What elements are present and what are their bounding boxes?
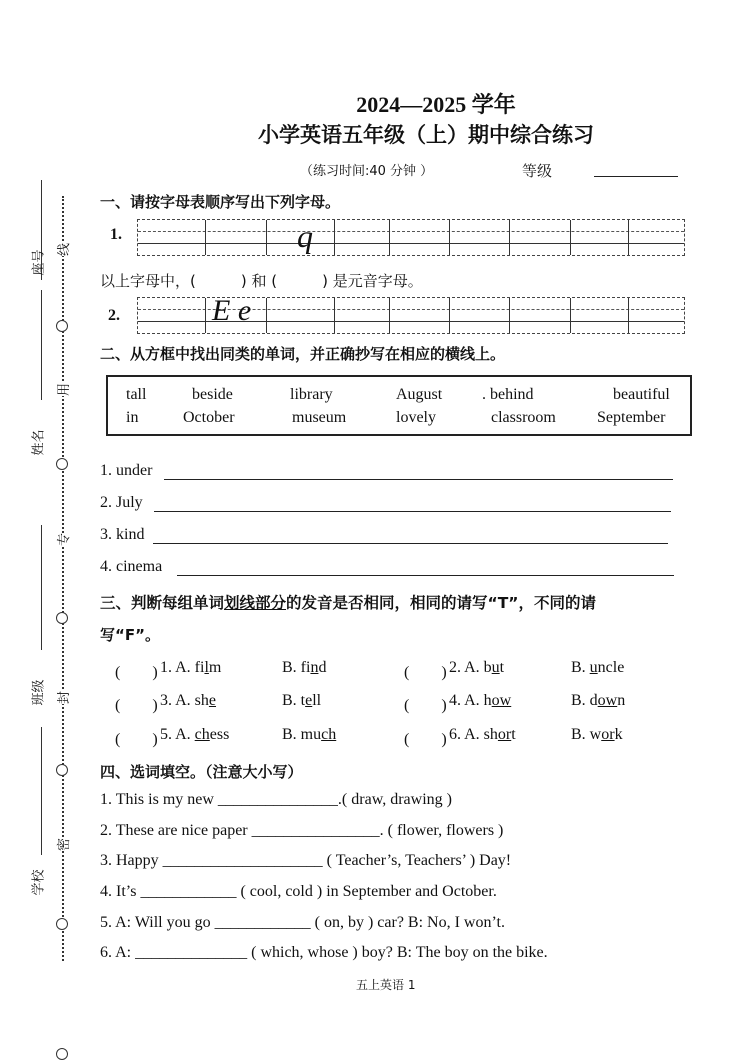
section1-heading: 一、请按字母表顺序写出下列字母。: [100, 193, 341, 211]
word-b: B. tell: [282, 692, 322, 709]
underlined-part: or: [601, 726, 615, 743]
binding-circle: [56, 1048, 68, 1060]
answer-paren[interactable]: ( ): [404, 664, 447, 681]
section4-heading: 四、选词填空。（注意大小写）: [100, 763, 303, 781]
section3-heading-cont: 写“F”。: [100, 626, 160, 644]
word: September: [597, 409, 666, 426]
school-label: 学校: [31, 869, 47, 896]
given-letter-q: q: [297, 218, 313, 254]
word-a: 4. A. how: [449, 692, 512, 709]
word: tall: [126, 386, 147, 403]
underlined-part: or: [497, 726, 512, 743]
word: beautiful: [613, 386, 670, 403]
seal-char: 专: [53, 533, 72, 546]
fill-item[interactable]: 3. Happy ____________________ ( Teacher’s, Teachers’ ) Day!: [100, 852, 512, 869]
answer-line[interactable]: [177, 575, 674, 576]
underlined-part: u: [589, 659, 598, 676]
category-item: 2. July: [100, 494, 143, 511]
class-label: 班级: [31, 679, 47, 706]
underlined-part: n: [310, 659, 319, 676]
section3-heading: 三、判断每组单词划线部分的发音是否相同，相同的请写“T”，不同的请: [100, 594, 596, 612]
word-a: 1. A. film: [160, 659, 222, 676]
class-line: [41, 525, 42, 650]
section2-heading: 二、从方框中找出同类的单词，并正确抄写在相应的横线上。: [100, 345, 506, 363]
underlined-part: ow: [597, 692, 618, 709]
word: library: [290, 386, 333, 403]
fill-item[interactable]: 4. It’s ____________ ( cool, cold ) in September and October.: [100, 883, 497, 900]
category-item: 4. cinema: [100, 558, 163, 575]
answer-paren[interactable]: ( ): [115, 731, 158, 748]
word: in: [126, 409, 139, 426]
word-a: 3. A. she: [160, 692, 217, 709]
binding-circle: [56, 320, 68, 332]
word: classroom: [491, 409, 556, 426]
answer-line[interactable]: [154, 511, 671, 512]
category-item: 3. kind: [100, 526, 145, 543]
answer-paren[interactable]: ( ): [404, 731, 447, 748]
underlined-part: ch: [321, 726, 337, 743]
word: October: [183, 409, 235, 426]
underlined-part: u: [491, 659, 500, 676]
binding-circle: [56, 458, 68, 470]
row1-number: 1.: [110, 226, 122, 243]
word: . behind: [482, 386, 534, 403]
name-label: 姓名: [31, 429, 47, 456]
seat-label: 座号: [31, 249, 47, 276]
binding-circle: [56, 612, 68, 624]
word-b: B. work: [571, 726, 623, 743]
given-letter-ee: E e: [212, 294, 252, 327]
word: museum: [292, 409, 347, 426]
word-a: 6. A. short: [449, 726, 516, 743]
answer-line[interactable]: [153, 543, 668, 544]
category-item: 1. under: [100, 462, 153, 479]
letter-grid-1[interactable]: [137, 219, 685, 256]
word-b: B. uncle: [571, 659, 625, 676]
binding-circle: [56, 764, 68, 776]
word: beside: [192, 386, 233, 403]
word-a: 5. A. chess: [160, 726, 230, 743]
underlined-part: e: [305, 692, 313, 709]
row2-number: 2.: [108, 307, 120, 324]
underlined-part: l: [204, 659, 209, 676]
seal-char: 封: [53, 691, 72, 704]
answer-paren[interactable]: ( ): [115, 697, 158, 714]
answer-paren[interactable]: ( ): [404, 697, 447, 714]
seal-char: 用: [53, 383, 72, 396]
word-b: B. down: [571, 692, 626, 709]
underlined-part: ow: [491, 692, 512, 709]
underlined-part: ch: [194, 726, 210, 743]
word-a: 2. A. but: [449, 659, 505, 676]
fill-item[interactable]: 5. A: Will you go ____________ ( on, by ) car? B: No, I won’t.: [100, 914, 505, 931]
answer-line[interactable]: [164, 479, 673, 480]
fill-item[interactable]: 2. These are nice paper ________________. ( flower, flowers ): [100, 822, 504, 839]
name-line: [41, 290, 42, 400]
answer-paren[interactable]: ( ): [115, 664, 158, 681]
grade-label: 等级: [522, 162, 553, 180]
binding-circle: [56, 918, 68, 930]
page-title: 小学英语五年级（上）期中综合练习: [258, 123, 594, 147]
seal-char: 密: [53, 838, 72, 851]
school-line: [41, 727, 42, 855]
page-footer: 五上英语 1: [356, 978, 416, 992]
school-year: 2024—2025 学年: [356, 92, 516, 117]
exam-time: （练习时间:40 分钟 ）: [300, 164, 434, 179]
word-b: B. find: [282, 659, 327, 676]
fill-item[interactable]: 6. A: ______________ ( which, whose ) boy? B: The boy on the bike.: [100, 944, 548, 961]
grade-field[interactable]: [594, 176, 678, 177]
vowel-question: 以上字母中，( ) 和 ( ) 是元音字母。: [100, 272, 423, 290]
word: lovely: [396, 409, 436, 426]
fill-item[interactable]: 1. This is my new _______________.( draw, drawing ): [100, 791, 452, 808]
word: August: [396, 386, 443, 403]
underlined-part: e: [208, 692, 217, 709]
seal-char: 线: [53, 243, 72, 256]
word-b: B. much: [282, 726, 337, 743]
